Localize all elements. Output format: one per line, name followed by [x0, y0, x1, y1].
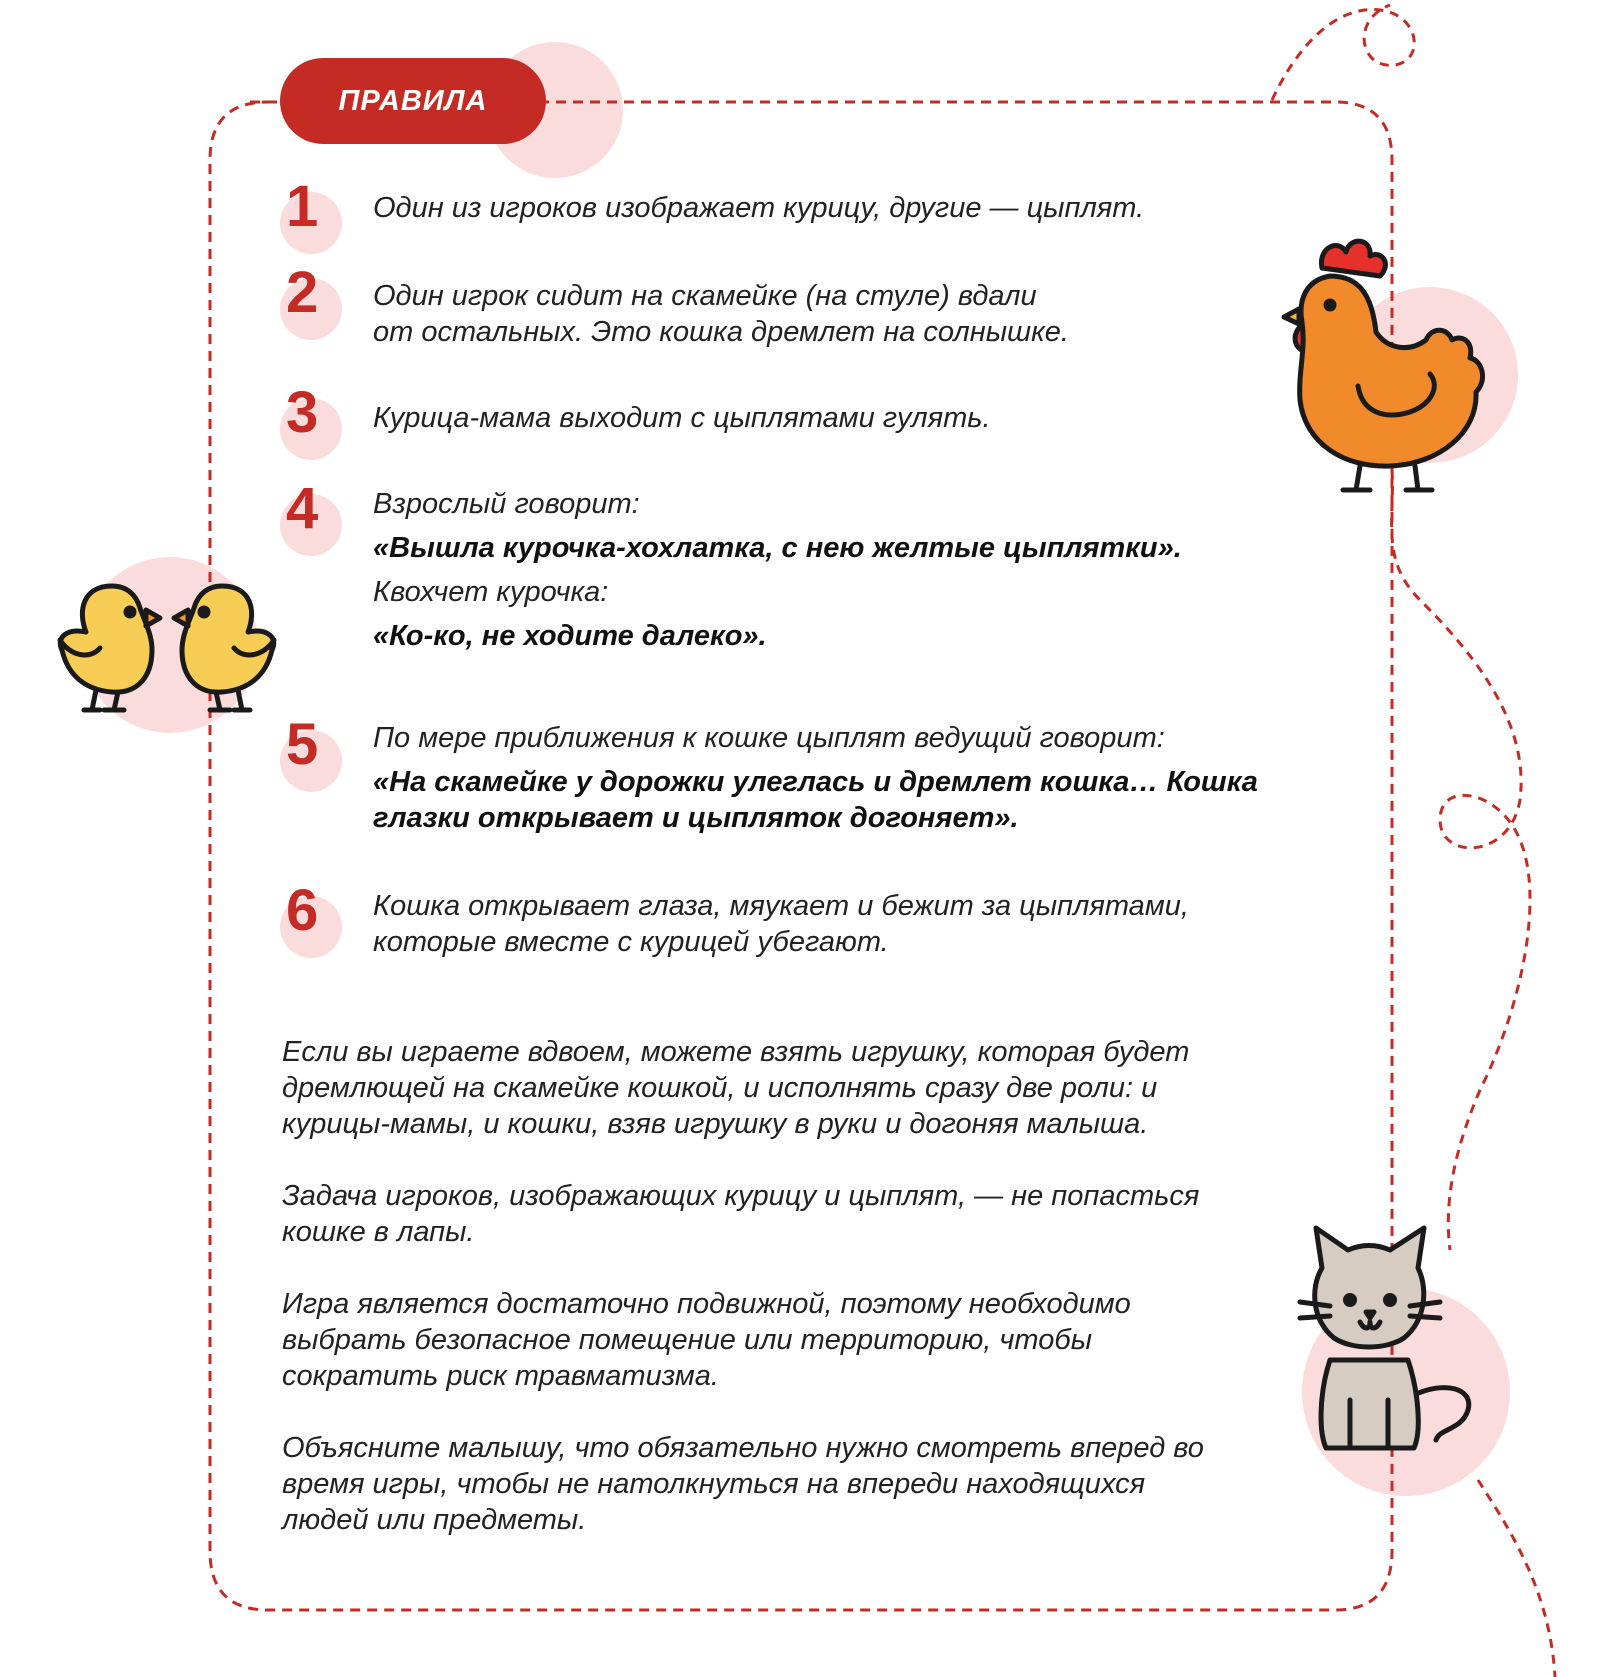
rules-header-tag	[280, 58, 546, 144]
rule-text	[373, 190, 1323, 226]
note-paragraph	[282, 1286, 1302, 1394]
rule-number-badge	[280, 476, 344, 556]
rule-quote: «Ко-ко, не ходите далеко».	[373, 620, 767, 652]
note-line: Объясните малышу, что обязательно нужно смотреть вперед во	[282, 1432, 1204, 1464]
note-line: выбрать безопасное помещение или территорию, чтобы	[282, 1324, 1093, 1356]
note-line: кошке в лапы.	[282, 1216, 475, 1248]
rule-quote: глазки открывает и цыпляток догоняет».	[373, 802, 1019, 834]
cat-icon	[1300, 1228, 1469, 1448]
rule-line: Кошка открывает глаза, мяукает и бежит за цыплятами,	[373, 890, 1189, 922]
rule-line: Один из игроков изображает курицу, другие — цыплят.	[373, 192, 1145, 224]
note-line: Если вы играете вдвоем, можете взять игрушку, которая будет	[282, 1036, 1190, 1068]
rule-quote: «Вышла курочка-хохлатка, с нею желтые цыплятки».	[373, 532, 1182, 564]
note-line: курицы-мамы, и кошки, взяв игрушку в руки и догоняя малыша.	[282, 1108, 1149, 1140]
chicks-icon	[60, 586, 274, 710]
pink-blob-chicks	[82, 557, 258, 733]
dashed-trail	[1272, 5, 1555, 1677]
rule-number: 2	[286, 260, 319, 325]
rule-text	[373, 400, 1323, 436]
rule-number-badge	[280, 174, 344, 254]
rule-quote: «На скамейке у дорожки улеглась и дремлет кошка… Кошка	[373, 766, 1258, 798]
rule-line: от остальных. Это кошка дремлет на солнышке.	[373, 316, 1069, 348]
rule-number: 5	[286, 712, 319, 777]
rule-number-badge	[280, 878, 344, 958]
note-line: сократить риск травматизма.	[282, 1360, 719, 1392]
rule-number-badge	[280, 712, 344, 792]
note-paragraph	[282, 1430, 1302, 1538]
rule-number-badge	[280, 380, 344, 460]
rule-number: 1	[286, 174, 319, 239]
note-line: людей или предметы.	[282, 1504, 587, 1536]
rule-number-badge	[280, 260, 344, 340]
note-line: Игра является достаточно подвижной, поэтому необходимо	[282, 1288, 1131, 1320]
rule-line: Курица-мама выходит с цыплятами гулять.	[373, 402, 991, 434]
rule-text	[373, 486, 1323, 654]
rule-intro: По мере приближения к кошке цыплят ведущий говорит:	[373, 722, 1165, 754]
note-paragraph	[282, 1034, 1302, 1142]
rule-line: Один игрок сидит на скамейке (на стуле) вдали	[373, 280, 1037, 312]
note-line: время игры, чтобы не натолкнуться на впереди находящихся	[282, 1468, 1146, 1500]
rule-intro: Взрослый говорит:	[373, 488, 640, 520]
rule-intro: Квохчет курочка:	[373, 576, 609, 608]
pink-blob-hen	[1342, 287, 1518, 463]
note-paragraph	[282, 1178, 1302, 1250]
note-line: дремлющей на скамейке кошкой, и исполнять сразу две роли: и	[282, 1072, 1158, 1104]
pink-blob-cat	[1302, 1288, 1510, 1496]
note-line: Задача игроков, изображающих курицу и цыплят, — не попасться	[282, 1180, 1200, 1212]
rule-text	[373, 888, 1323, 960]
rule-number: 4	[286, 476, 319, 541]
rule-line: которые вместе с курицей убегают.	[373, 926, 889, 958]
rules-header-label: ПРАВИЛА	[338, 84, 488, 117]
rule-number: 6	[286, 878, 319, 943]
rule-text	[373, 720, 1323, 836]
rule-text	[373, 278, 1323, 350]
rule-number: 3	[286, 380, 319, 445]
